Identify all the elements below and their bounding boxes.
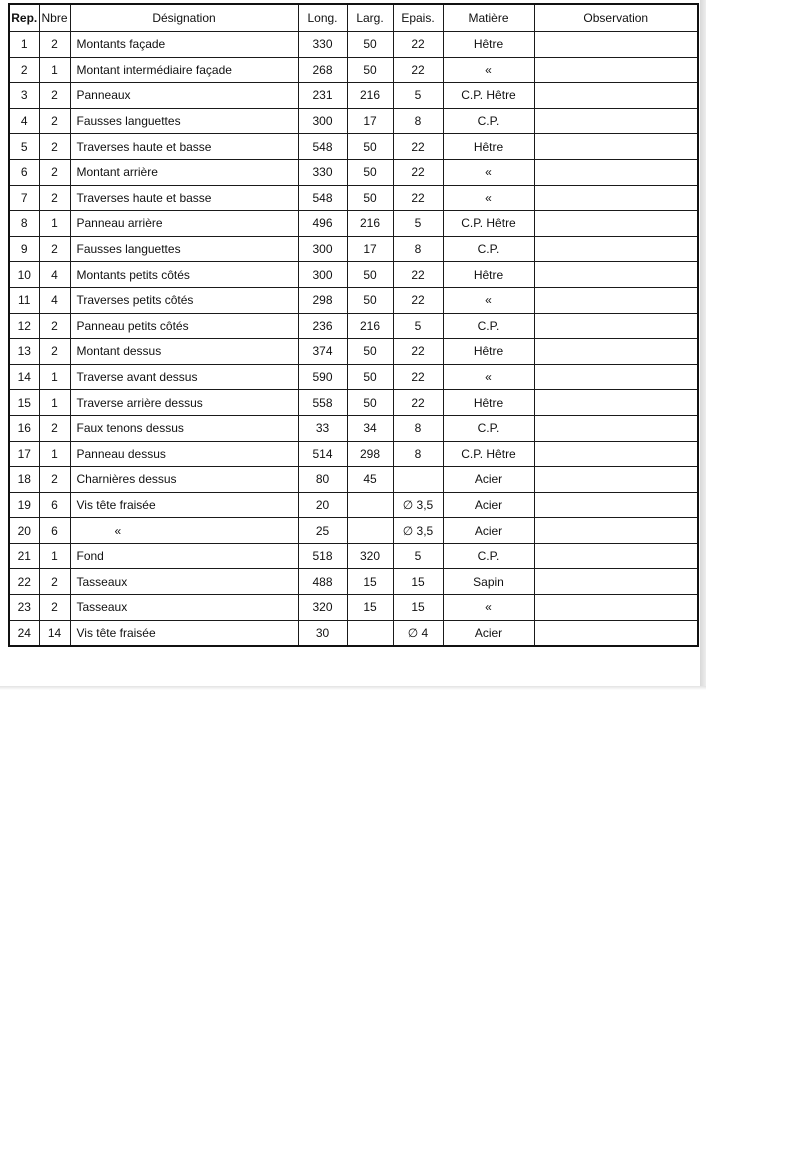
cell-epais	[393, 467, 443, 493]
cell-nbre: 1	[39, 543, 70, 569]
cell-larg	[347, 518, 393, 544]
cell-nbre: 1	[39, 364, 70, 390]
cell-rep: 24	[9, 620, 39, 646]
cell-rep: 12	[9, 313, 39, 339]
cell-rep: 15	[9, 390, 39, 416]
cell-epais: 22	[393, 339, 443, 365]
table-row	[9, 57, 698, 83]
cell-matiere: C.P. Hêtre	[443, 211, 534, 237]
cell-rep: 2	[9, 57, 39, 83]
table-row	[9, 595, 698, 621]
cell-rep: 5	[9, 134, 39, 160]
header-epais: Epais.	[393, 4, 443, 32]
table-row	[9, 569, 698, 595]
cell-rep: 10	[9, 262, 39, 288]
cell-observation	[534, 262, 698, 288]
cell-epais: 22	[393, 32, 443, 58]
cell-larg: 50	[347, 287, 393, 313]
table-row	[9, 518, 698, 544]
table-row	[9, 236, 698, 262]
cell-long: 374	[298, 339, 347, 365]
cell-rep: 20	[9, 518, 39, 544]
cell-nbre: 2	[39, 467, 70, 493]
cell-nbre: 2	[39, 415, 70, 441]
header-designation: Désignation	[70, 4, 298, 32]
cell-observation	[534, 211, 698, 237]
cell-larg	[347, 620, 393, 646]
cell-larg: 50	[347, 390, 393, 416]
cell-epais: 8	[393, 236, 443, 262]
cell-rep: 9	[9, 236, 39, 262]
cell-long: 20	[298, 492, 347, 518]
cell-designation: Fausses languettes	[70, 108, 298, 134]
cell-long: 514	[298, 441, 347, 467]
cell-designation: Fond	[70, 543, 298, 569]
cell-observation	[534, 620, 698, 646]
cell-epais: 22	[393, 134, 443, 160]
table-row	[9, 134, 698, 160]
cell-long: 558	[298, 390, 347, 416]
cell-long: 25	[298, 518, 347, 544]
parts-list-table	[8, 3, 699, 647]
cell-rep: 22	[9, 569, 39, 595]
cell-long: 518	[298, 543, 347, 569]
cell-larg: 50	[347, 134, 393, 160]
cell-designation: Panneaux	[70, 83, 298, 109]
cell-designation: Vis tête fraisée	[70, 620, 298, 646]
cell-epais: 22	[393, 57, 443, 83]
cell-larg: 216	[347, 313, 393, 339]
cell-epais: ∅ 3,5	[393, 492, 443, 518]
cell-observation	[534, 32, 698, 58]
cell-designation: Traverse avant dessus	[70, 364, 298, 390]
cell-designation: Montants petits côtés	[70, 262, 298, 288]
cell-matiere: C.P.	[443, 236, 534, 262]
header-observation: Observation	[534, 4, 698, 32]
cell-long: 268	[298, 57, 347, 83]
cell-matiere: C.P.	[443, 313, 534, 339]
cell-rep: 3	[9, 83, 39, 109]
table-row	[9, 339, 698, 365]
cell-larg	[347, 492, 393, 518]
cell-observation	[534, 415, 698, 441]
cell-matiere: Hêtre	[443, 339, 534, 365]
cell-observation	[534, 595, 698, 621]
cell-rep: 19	[9, 492, 39, 518]
cell-matiere: Acier	[443, 467, 534, 493]
table-row	[9, 441, 698, 467]
table-row	[9, 492, 698, 518]
cell-matiere: «	[443, 287, 534, 313]
cell-observation	[534, 159, 698, 185]
cell-larg: 320	[347, 543, 393, 569]
header-nbre: Nbre	[39, 4, 70, 32]
cell-designation: Charnières dessus	[70, 467, 298, 493]
cell-long: 231	[298, 83, 347, 109]
cell-matiere: C.P. Hêtre	[443, 441, 534, 467]
cell-matiere: Hêtre	[443, 390, 534, 416]
table-row	[9, 185, 698, 211]
cell-long: 298	[298, 287, 347, 313]
cell-larg: 15	[347, 595, 393, 621]
cell-observation	[534, 134, 698, 160]
cell-matiere: C.P.	[443, 543, 534, 569]
cell-larg: 50	[347, 32, 393, 58]
cell-rep: 17	[9, 441, 39, 467]
cell-nbre: 1	[39, 211, 70, 237]
cell-rep: 7	[9, 185, 39, 211]
cell-observation	[534, 57, 698, 83]
cell-observation	[534, 108, 698, 134]
cell-nbre: 2	[39, 134, 70, 160]
cell-observation	[534, 569, 698, 595]
cell-epais: 5	[393, 543, 443, 569]
cell-matiere: Acier	[443, 492, 534, 518]
header-long: Long.	[298, 4, 347, 32]
cell-epais: 22	[393, 159, 443, 185]
table-row	[9, 620, 698, 646]
cell-larg: 50	[347, 364, 393, 390]
cell-larg: 17	[347, 236, 393, 262]
cell-matiere: «	[443, 364, 534, 390]
cell-designation: Panneau dessus	[70, 441, 298, 467]
cell-rep: 16	[9, 415, 39, 441]
cell-rep: 8	[9, 211, 39, 237]
cell-matiere: «	[443, 185, 534, 211]
cell-designation: Traverses haute et basse	[70, 134, 298, 160]
cell-nbre: 2	[39, 159, 70, 185]
cell-nbre: 2	[39, 595, 70, 621]
cell-epais: 22	[393, 390, 443, 416]
cell-observation	[534, 236, 698, 262]
cell-long: 300	[298, 236, 347, 262]
cell-larg: 216	[347, 211, 393, 237]
header-matiere: Matière	[443, 4, 534, 32]
cell-long: 548	[298, 134, 347, 160]
cell-larg: 216	[347, 83, 393, 109]
table-row	[9, 364, 698, 390]
cell-epais: 22	[393, 364, 443, 390]
cell-nbre: 4	[39, 287, 70, 313]
cell-larg: 50	[347, 57, 393, 83]
table-row	[9, 32, 698, 58]
cell-epais: 22	[393, 262, 443, 288]
cell-rep: 11	[9, 287, 39, 313]
cell-observation	[534, 313, 698, 339]
cell-designation: Panneau arrière	[70, 211, 298, 237]
cell-rep: 6	[9, 159, 39, 185]
cell-rep: 4	[9, 108, 39, 134]
cell-larg: 50	[347, 159, 393, 185]
cell-nbre: 2	[39, 236, 70, 262]
cell-matiere: Sapin	[443, 569, 534, 595]
cell-long: 80	[298, 467, 347, 493]
cell-larg: 17	[347, 108, 393, 134]
cell-epais: 8	[393, 415, 443, 441]
cell-epais: 5	[393, 83, 443, 109]
cell-designation: Montants façade	[70, 32, 298, 58]
cell-nbre: 2	[39, 32, 70, 58]
cell-matiere: Acier	[443, 518, 534, 544]
cell-observation	[534, 364, 698, 390]
table-row	[9, 83, 698, 109]
cell-observation	[534, 467, 698, 493]
cell-larg: 50	[347, 262, 393, 288]
cell-matiere: C.P. Hêtre	[443, 83, 534, 109]
cell-long: 320	[298, 595, 347, 621]
cell-nbre: 4	[39, 262, 70, 288]
cell-larg: 15	[347, 569, 393, 595]
cell-observation	[534, 518, 698, 544]
scan-page-edge	[700, 0, 706, 690]
cell-nbre: 2	[39, 83, 70, 109]
scan-page-shadow	[0, 686, 706, 690]
cell-matiere: «	[443, 159, 534, 185]
cell-designation: Montant intermédiaire façade	[70, 57, 298, 83]
cell-long: 300	[298, 262, 347, 288]
cell-designation: Panneau petits côtés	[70, 313, 298, 339]
cell-long: 300	[298, 108, 347, 134]
cell-rep: 1	[9, 32, 39, 58]
cell-designation: Traverses haute et basse	[70, 185, 298, 211]
cell-nbre: 2	[39, 108, 70, 134]
cell-epais: ∅ 4	[393, 620, 443, 646]
cell-nbre: 2	[39, 339, 70, 365]
cell-epais: 22	[393, 185, 443, 211]
cell-observation	[534, 287, 698, 313]
cell-long: 496	[298, 211, 347, 237]
cell-matiere: Hêtre	[443, 262, 534, 288]
cell-designation: Traverses petits côtés	[70, 287, 298, 313]
cell-rep: 18	[9, 467, 39, 493]
cell-designation: Tasseaux	[70, 595, 298, 621]
cell-epais: ∅ 3,5	[393, 518, 443, 544]
cell-matiere: «	[443, 57, 534, 83]
cell-nbre: 2	[39, 185, 70, 211]
cell-designation: Tasseaux	[70, 569, 298, 595]
cell-rep: 13	[9, 339, 39, 365]
cell-matiere: Hêtre	[443, 32, 534, 58]
cell-designation: Traverse arrière dessus	[70, 390, 298, 416]
table-row	[9, 543, 698, 569]
table-row	[9, 287, 698, 313]
table-row	[9, 262, 698, 288]
cell-epais: 22	[393, 287, 443, 313]
cell-rep: 14	[9, 364, 39, 390]
table-row	[9, 211, 698, 237]
cell-designation: Faux tenons dessus	[70, 415, 298, 441]
cell-matiere: Hêtre	[443, 134, 534, 160]
cell-larg: 50	[347, 185, 393, 211]
cell-designation: «	[70, 518, 298, 544]
cell-long: 330	[298, 159, 347, 185]
header-rep: Rep.	[9, 4, 39, 32]
cell-observation	[534, 83, 698, 109]
cell-matiere: Acier	[443, 620, 534, 646]
header-larg: Larg.	[347, 4, 393, 32]
cell-epais: 5	[393, 313, 443, 339]
cell-epais: 15	[393, 595, 443, 621]
cell-long: 30	[298, 620, 347, 646]
cell-epais: 8	[393, 441, 443, 467]
cell-nbre: 14	[39, 620, 70, 646]
cell-long: 488	[298, 569, 347, 595]
cell-observation	[534, 492, 698, 518]
table-row	[9, 390, 698, 416]
cell-observation	[534, 339, 698, 365]
header-row	[9, 4, 698, 32]
cell-rep: 23	[9, 595, 39, 621]
cell-designation: Montant arrière	[70, 159, 298, 185]
cell-long: 236	[298, 313, 347, 339]
cell-designation: Fausses languettes	[70, 236, 298, 262]
cell-observation	[534, 185, 698, 211]
cell-nbre: 6	[39, 518, 70, 544]
cell-nbre: 1	[39, 57, 70, 83]
cell-long: 548	[298, 185, 347, 211]
cell-nbre: 1	[39, 390, 70, 416]
table-body	[9, 32, 698, 647]
cell-long: 590	[298, 364, 347, 390]
cell-observation	[534, 543, 698, 569]
table-row	[9, 467, 698, 493]
cell-observation	[534, 441, 698, 467]
cell-rep: 21	[9, 543, 39, 569]
cell-epais: 8	[393, 108, 443, 134]
cell-nbre: 1	[39, 441, 70, 467]
cell-larg: 50	[347, 339, 393, 365]
cell-epais: 5	[393, 211, 443, 237]
table-row	[9, 415, 698, 441]
cell-observation	[534, 390, 698, 416]
cell-matiere: «	[443, 595, 534, 621]
cell-nbre: 2	[39, 313, 70, 339]
cell-designation: Vis tête fraisée	[70, 492, 298, 518]
table-row	[9, 313, 698, 339]
cell-larg: 34	[347, 415, 393, 441]
cell-larg: 45	[347, 467, 393, 493]
cell-matiere: C.P.	[443, 108, 534, 134]
cell-nbre: 6	[39, 492, 70, 518]
cell-nbre: 2	[39, 569, 70, 595]
cell-long: 330	[298, 32, 347, 58]
cell-long: 33	[298, 415, 347, 441]
cell-larg: 298	[347, 441, 393, 467]
cell-matiere: C.P.	[443, 415, 534, 441]
cell-designation: Montant dessus	[70, 339, 298, 365]
table-row	[9, 159, 698, 185]
table-row	[9, 108, 698, 134]
cell-epais: 15	[393, 569, 443, 595]
